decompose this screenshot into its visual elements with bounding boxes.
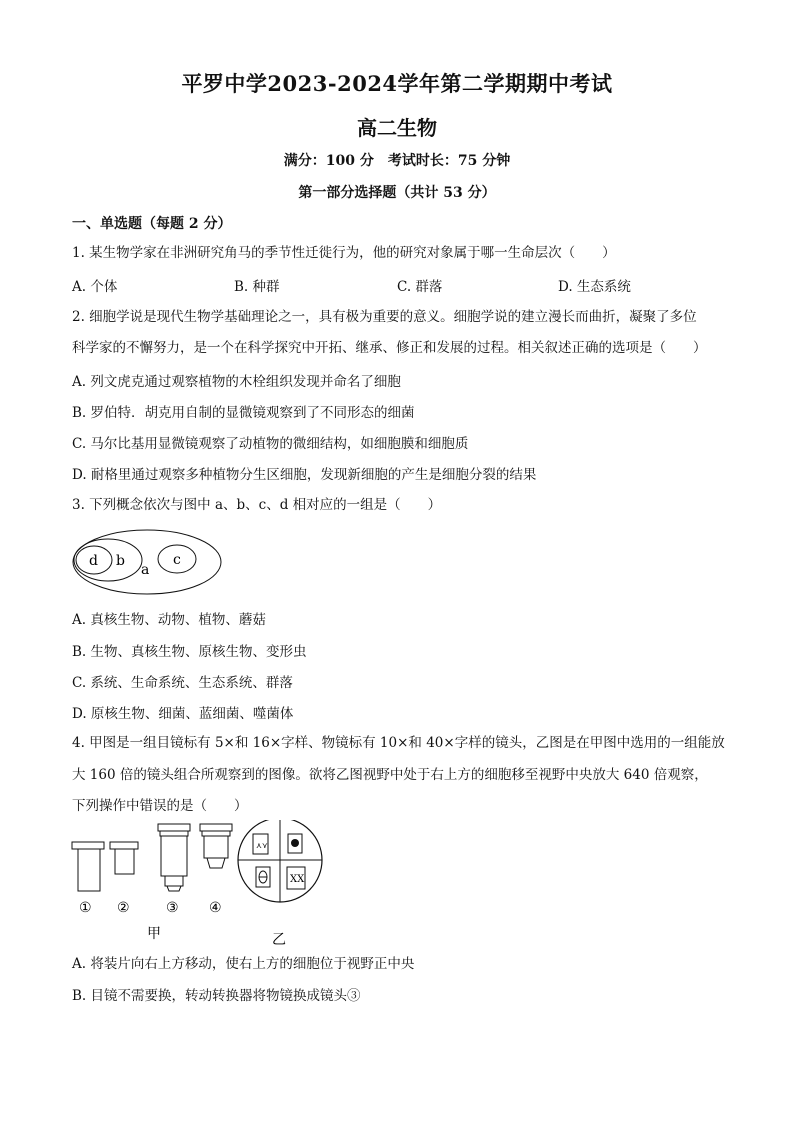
question-4-option-a: A. 将装片向右上方移动，使右上方的细胞位于视野正中央 [72,956,415,972]
question-1-option-d: D. 生态系统 [558,279,631,295]
exam-title: 平罗中学2023-2024学年第二学期期中考试 [181,71,613,96]
label-lens-3: ③ [166,900,179,916]
objective-lens-3 [158,824,190,891]
concept-nesting-diagram [70,528,226,598]
svg-text:XX: XX [290,874,305,885]
eyepiece-lens-1 [72,842,104,891]
exam-meta: 满分：100 分 考试时长：75 分钟 [283,153,511,169]
question-4-option-b: B. 目镜不需要换，转动转换器将物镜换成镜头③ [72,988,361,1004]
question-1-option-a: A. 个体 [72,279,118,295]
section-heading: 一、单选题（每题 2 分） [72,216,232,232]
label-lens-1: ① [79,900,92,916]
question-4-stem-line-1: 4. 甲图是一组目镜标有 5×和 16×字样、物镜标有 10×和 40×字样的镜头，乙图是在甲图中选用的一组能放 [72,735,725,751]
question-3-option-d: D. 原核生物、细菌、蓝细菌、噬菌体 [72,706,294,722]
label-d: d [89,553,98,569]
question-3-stem: 3. 下列概念依次与图中 a、b、c、d 相对应的一组是（ ） [72,497,442,513]
label-lens-2: ② [117,900,130,916]
microscope-lens-diagram [70,820,330,950]
question-2-option-d: D. 耐格里通过观察多种植物分生区细胞，发现新细胞的产生是细胞分裂的结果 [72,467,537,483]
part-heading: 第一部分选择题（共计 53 分） [298,185,496,201]
exam-subject: 高二生物 [357,116,437,140]
question-1-stem: 1. 某生物学家在非洲研究角马的季节性迁徙行为，他的研究对象属于哪一生命层次（ ） [72,245,616,261]
label-c: c [173,552,181,568]
question-2-stem-line-1: 2. 细胞学说是现代生物学基础理论之一，具有极为重要的意义。细胞学说的建立漫长而曲折，凝聚了多位 [72,309,697,325]
question-3-option-a: A. 真核生物、动物、植物、蘑菇 [72,612,266,628]
label-a: a [141,562,150,578]
question-3-option-b: B. 生物、真核生物、原核生物、变形虫 [72,644,307,660]
label-lens-4: ④ [209,900,222,916]
question-4-stem-line-3: 下列操作中错误的是（ ） [72,798,248,814]
question-2-option-c: C. 马尔比基用显微镜观察了动植物的微细结构，如细胞膜和细胞质 [72,436,469,452]
question-2-stem-line-2: 科学家的不懈努力，是一个在科学探究中开拓、继承、修正和发展的过程。相关叙述正确的选项是（ ） [72,340,707,356]
question-1-option-b: B. 种群 [234,279,280,295]
ellipse-b [74,539,142,581]
svg-text:⋏⋎: ⋏⋎ [256,841,268,850]
question-2-option-b: B. 罗伯特．胡克用自制的显微镜观察到了不同形态的细菌 [72,405,415,421]
question-4-stem-line-2: 大 160 倍的镜头组合所观察到的图像。欲将乙图视野中处于右上方的细胞移至视野中央放大 640 倍观察， [72,767,708,783]
label-jia: 甲 [147,926,161,942]
eyepiece-lens-2 [110,842,138,874]
objective-lens-4 [200,824,232,868]
question-3-option-c: C. 系统、生命系统、生态系统、群落 [72,675,293,691]
label-yi: 乙 [272,932,286,948]
label-b: b [116,553,125,569]
question-1-option-c: C. 群落 [397,279,443,295]
field-of-view [238,820,322,902]
question-2-option-a: A. 列文虎克通过观察植物的木栓组织发现并命名了细胞 [72,374,401,390]
